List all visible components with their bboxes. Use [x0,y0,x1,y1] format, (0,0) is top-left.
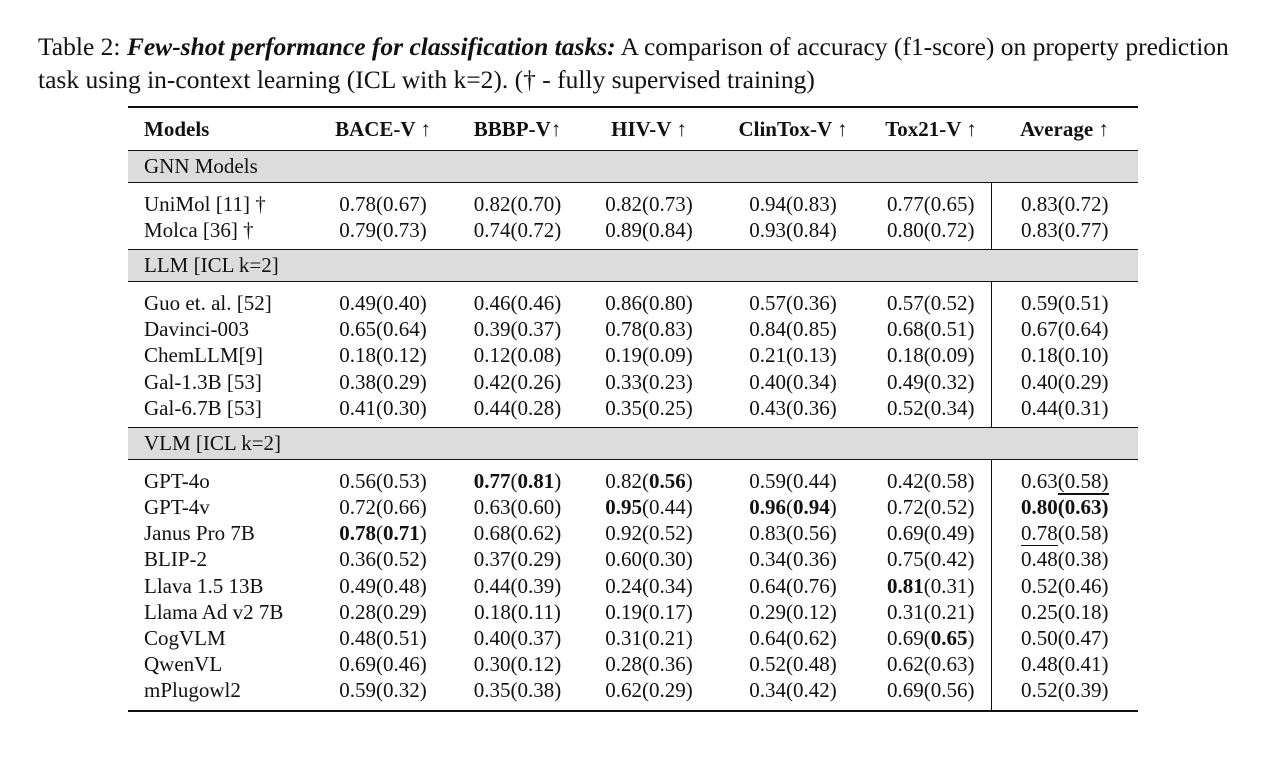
bbbp-value-cell [452,290,583,316]
bbbp-value-cell [452,521,583,547]
clintox-value-cell [715,547,871,573]
value-segment: ( [510,468,518,493]
value-segment: 0.63(0.60) [473,495,562,520]
tox21-value-cell [871,343,991,369]
results-table [128,106,1138,712]
bbbp-value-cell [452,599,583,625]
caption-prefix: Table 2: [38,32,127,61]
value-segment: 0.18(0.10) [1021,343,1109,368]
value-segment: 0.94 [793,495,830,520]
value-segment: 0.39(0.37) [473,317,562,342]
clintox-value-cell [715,495,871,521]
model-name-cell: GPT-4v [144,495,210,520]
clintox-value-cell [715,468,871,494]
value-segment: ) [967,626,975,651]
table-caption [38,30,1253,96]
table-row [128,652,1138,678]
section-title: VLM [ICL k=2] [128,428,1138,460]
average-value-cell [991,290,1138,316]
average-value-cell [991,573,1138,599]
average-value-cell [991,369,1138,395]
value-segment: 0.49(0.40) [339,290,427,315]
value-segment: 0.77(0.65) [887,191,975,216]
table-row [128,191,1138,217]
bbbp-value-cell [452,317,583,343]
value-segment: ) [419,521,427,546]
hiv-value-cell [583,521,715,547]
clintox-value-cell [715,395,871,421]
value-segment: (0.58) [1057,521,1109,546]
value-segment: 0.82(0.73) [605,191,693,216]
value-segment: 0.19(0.17) [605,599,693,624]
hiv-value-cell [583,191,715,217]
bbbp-value-cell [452,191,583,217]
value-segment: 0.69(0.49) [887,521,975,546]
value-segment: 0.80 [1021,495,1058,520]
section-header-row [128,428,1138,460]
value-segment: 0.43(0.36) [749,395,837,420]
table-row [128,217,1138,243]
value-segment: ( [1057,495,1065,520]
model-name-cell: GPT-4o [144,468,210,493]
hiv-value-cell [583,395,715,421]
section-header-row [128,250,1138,282]
header-hiv: HIV-V ↑ [583,107,715,151]
value-segment: 0.65(0.64) [339,317,427,342]
header-models: Models [128,107,314,151]
value-segment: 0.19(0.09) [605,343,693,368]
average-value-cell [991,191,1138,217]
value-segment: 0.34(0.42) [749,678,837,703]
value-segment: 0.49(0.32) [887,369,975,394]
hiv-value-cell [583,217,715,243]
value-segment: 0.71 [383,521,420,546]
value-segment: 0.28(0.36) [605,652,693,677]
value-segment: 0.69(0.46) [339,652,427,677]
average-value-cell [991,217,1138,243]
clintox-value-cell [715,573,871,599]
spacer-row [128,183,1138,192]
value-segment: 0.59(0.32) [339,678,427,703]
value-segment: 0.83(0.72) [1021,191,1109,216]
value-segment: 0.75(0.42) [887,547,975,572]
bace-value-cell [314,599,452,625]
value-segment: ( [376,521,383,546]
hiv-value-cell [583,573,715,599]
hiv-value-cell [583,290,715,316]
value-segment: 0.68(0.51) [887,317,975,342]
value-segment: 0.86(0.80) [605,290,693,315]
bbbp-value-cell [452,343,583,369]
bace-value-cell [314,547,452,573]
average-value-cell [991,317,1138,343]
table-body [128,151,1138,712]
average-value-cell [991,395,1138,421]
bbbp-value-cell [452,547,583,573]
bace-value-cell [314,369,452,395]
value-segment: 0.56 [649,468,686,493]
spacer-cell [991,704,1138,711]
model-name-cell: Llava 1.5 13B [144,573,264,598]
tox21-value-cell [871,395,991,421]
value-segment: 0.68(0.62) [473,521,562,546]
spacer-row [128,460,1138,469]
bace-value-cell [314,191,452,217]
bbbp-value-cell [452,468,583,494]
value-segment: 0.78 [1021,521,1058,546]
value-segment: 0.18(0.11) [474,599,561,624]
value-segment: 0.40(0.37) [473,626,562,651]
bace-value-cell [314,468,452,494]
value-segment: 0.81 [887,573,924,598]
value-segment: 0.30(0.12) [473,652,562,677]
value-segment: 0.79(0.73) [339,217,427,242]
spacer-row [128,282,1138,291]
clintox-value-cell [715,625,871,651]
hiv-value-cell [583,369,715,395]
section-header-row [128,151,1138,183]
tox21-value-cell [871,495,991,521]
model-name-cell: Gal-1.3B [53] [144,369,262,394]
spacer-cell [991,460,1138,469]
value-segment: ) [554,468,562,493]
table-row [128,290,1138,316]
value-segment: 0.35(0.25) [605,395,693,420]
bace-value-cell [314,495,452,521]
model-name-cell: Llama Ad v2 7B [144,599,284,624]
table-row [128,369,1138,395]
value-segment: 0.57(0.52) [887,290,975,315]
value-segment: 0.35(0.38) [473,678,562,703]
model-name-cell: Gal-6.7B [53] [144,395,262,420]
table-row [128,317,1138,343]
value-segment: 0.29(0.12) [749,599,837,624]
spacer-cell [128,282,991,291]
clintox-value-cell [715,217,871,243]
bace-value-cell [314,625,452,651]
model-name-cell: CogVLM [144,626,226,651]
value-segment: 0.95 [605,495,642,520]
results-table-container [128,106,1138,712]
model-name-cell: Janus Pro 7B [144,521,255,546]
value-segment: 0.56(0.53) [339,468,427,493]
table-row [128,625,1138,651]
value-segment: 0.72(0.52) [887,495,975,520]
bace-value-cell [314,652,452,678]
table-row [128,547,1138,573]
model-name-cell: BLIP-2 [144,547,207,572]
value-segment: 0.62(0.29) [605,678,693,703]
tox21-value-cell [871,547,991,573]
value-segment: 0.82( [605,468,649,493]
bbbp-value-cell [452,573,583,599]
value-segment: 0.89(0.84) [605,217,693,242]
bbbp-value-cell [452,217,583,243]
value-segment: 0.80(0.72) [887,217,975,242]
value-segment: 0.62(0.63) [887,652,975,677]
table-row [128,395,1138,421]
bbbp-value-cell [452,625,583,651]
table-row [128,599,1138,625]
model-name-cell: UniMol [11] † [144,191,266,216]
value-segment: (0.58) [1057,468,1109,493]
average-value-cell [991,625,1138,651]
tox21-value-cell [871,217,991,243]
model-name-cell: Davinci-003 [144,317,249,342]
header-bbbp: BBBP-V↑ [452,107,583,151]
spacer-cell [128,460,991,469]
model-name-cell: Guo et. al. [52] [144,290,272,315]
value-segment: 0.48(0.38) [1021,547,1109,572]
table-row [128,495,1138,521]
clintox-value-cell [715,599,871,625]
bbbp-value-cell [452,395,583,421]
hiv-value-cell [583,317,715,343]
value-segment: 0.40(0.29) [1021,369,1109,394]
bace-value-cell [314,317,452,343]
value-segment: 0.64(0.76) [749,573,837,598]
tox21-value-cell [871,678,991,704]
value-segment: 0.63 [1021,468,1058,493]
value-segment: 0.52(0.39) [1021,678,1109,703]
value-segment: 0.42(0.26) [473,369,562,394]
hiv-value-cell [583,495,715,521]
model-name-cell: QwenVL [144,652,223,677]
value-segment: 0.67(0.64) [1021,317,1109,342]
value-segment: 0.94(0.83) [749,191,837,216]
hiv-value-cell [583,468,715,494]
value-segment: 0.57(0.36) [749,290,837,315]
value-segment: 0.44(0.31) [1021,395,1109,420]
value-segment: 0.59(0.44) [749,468,837,493]
tox21-value-cell [871,317,991,343]
value-segment: 0.60(0.30) [605,547,693,572]
value-segment: 0.28(0.29) [339,599,427,624]
tox21-value-cell [871,369,991,395]
average-value-cell [991,468,1138,494]
section-title: GNN Models [128,151,1138,183]
value-segment: ( [786,495,793,520]
value-segment: 0.83(0.77) [1021,217,1109,242]
value-segment: (0.31) [923,573,975,598]
bbbp-value-cell [452,678,583,704]
tox21-value-cell [871,521,991,547]
average-value-cell [991,652,1138,678]
value-segment: 0.69( [887,626,931,651]
clintox-value-cell [715,678,871,704]
clintox-value-cell [715,652,871,678]
value-segment: 0.81 [517,468,555,493]
spacer-cell [991,282,1138,291]
value-segment: 0.44(0.39) [473,573,562,598]
value-segment: 0.96 [749,495,786,520]
model-name-cell: ChemLLM[9] [144,343,263,368]
value-segment: 0.46(0.46) [473,290,562,315]
value-segment: 0.37(0.29) [473,547,562,572]
average-value-cell [991,521,1138,547]
table-row [128,343,1138,369]
bace-value-cell [314,343,452,369]
tox21-value-cell [871,191,991,217]
clintox-value-cell [715,521,871,547]
clintox-value-cell [715,317,871,343]
average-value-cell [991,599,1138,625]
bace-value-cell [314,573,452,599]
value-segment: 0.78(0.83) [605,317,693,342]
value-segment: 0.59(0.51) [1021,290,1109,315]
value-segment: ) [1101,495,1109,520]
average-value-cell [991,678,1138,704]
value-segment: 0.25(0.18) [1021,599,1109,624]
spacer-cell [128,704,991,711]
value-segment: 0.41(0.30) [339,395,427,420]
value-segment: 0.33(0.23) [605,369,693,394]
value-segment: 0.21(0.13) [749,343,837,368]
section-title: LLM [ICL k=2] [128,250,1138,282]
clintox-value-cell [715,343,871,369]
value-segment: 0.64(0.62) [749,626,837,651]
clintox-value-cell [715,290,871,316]
value-segment: 0.18(0.09) [887,343,975,368]
table-row [128,468,1138,494]
value-segment: ) [685,468,693,493]
value-segment: 0.31(0.21) [605,626,693,651]
header-tox21: Tox21-V ↑ [871,107,991,151]
value-segment: 0.48(0.51) [339,626,427,651]
header-clintox: ClinTox-V ↑ [715,107,871,151]
value-segment: 0.48(0.41) [1021,652,1109,677]
value-segment: 0.24(0.34) [605,573,693,598]
value-segment: 0.52(0.46) [1021,573,1109,598]
value-segment: 0.49(0.48) [339,573,427,598]
value-segment: 0.36(0.52) [339,547,427,572]
bace-value-cell [314,678,452,704]
model-name-cell: mPlugowl2 [144,678,241,703]
value-segment: 0.82(0.70) [473,191,562,216]
hiv-value-cell [583,599,715,625]
hiv-value-cell [583,547,715,573]
bbbp-value-cell [452,652,583,678]
value-segment: 0.38(0.29) [339,369,427,394]
average-value-cell [991,547,1138,573]
average-value-cell [991,495,1138,521]
bace-value-cell [314,395,452,421]
hiv-value-cell [583,678,715,704]
value-segment: 0.74(0.72) [473,217,562,242]
value-segment: 0.78 [339,521,376,546]
value-segment: 0.12(0.08) [473,343,562,368]
value-segment: 0.78(0.67) [339,191,427,216]
bace-value-cell [314,521,452,547]
hiv-value-cell [583,343,715,369]
tox21-value-cell [871,625,991,651]
value-segment: ) [829,495,837,520]
tox21-value-cell [871,599,991,625]
value-segment: 0.52(0.34) [887,395,975,420]
value-segment: 0.65 [930,626,968,651]
bace-value-cell [314,290,452,316]
spacer-cell [128,183,991,192]
tox21-value-cell [871,652,991,678]
tox21-value-cell [871,573,991,599]
bbbp-value-cell [452,495,583,521]
caption-text: A comparison of accuracy (f1-score) on property prediction task using in-context learning (ICL with k=2). († - fully supervised training) [38,32,1229,94]
table-row [128,521,1138,547]
value-segment: 0.83(0.56) [749,521,837,546]
value-segment: 0.72(0.66) [339,495,427,520]
table-row [128,678,1138,704]
value-segment: 0.84(0.85) [749,317,837,342]
value-segment: 0.50(0.47) [1021,626,1109,651]
clintox-value-cell [715,369,871,395]
value-segment: 0.18(0.12) [339,343,427,368]
caption-title: Few-shot performance for classification tasks: [126,32,616,61]
header-bace: BACE-V ↑ [314,107,452,151]
value-segment: 0.31(0.21) [887,599,975,624]
header-row [128,107,1138,151]
spacer-cell [991,183,1138,192]
tox21-value-cell [871,290,991,316]
value-segment: 0.44(0.28) [473,395,562,420]
value-segment: 0.42(0.58) [887,468,975,493]
value-segment: (0.44) [642,495,693,520]
tox21-value-cell [871,468,991,494]
average-value-cell [991,343,1138,369]
hiv-value-cell [583,652,715,678]
bace-value-cell [314,217,452,243]
table-row [128,573,1138,599]
spacer-row [128,704,1138,711]
clintox-value-cell [715,191,871,217]
model-name-cell: Molca [36] † [144,217,254,242]
value-segment: 0.63 [1064,495,1102,520]
value-segment: 0.77 [473,468,511,493]
value-segment: 0.92(0.52) [605,521,693,546]
value-segment: 0.93(0.84) [749,217,837,242]
value-segment: 0.52(0.48) [749,652,837,677]
header-average: Average ↑ [991,107,1138,151]
value-segment: 0.34(0.36) [749,547,837,572]
value-segment: 0.40(0.34) [749,369,837,394]
bbbp-value-cell [452,369,583,395]
hiv-value-cell [583,625,715,651]
value-segment: 0.69(0.56) [887,678,975,703]
